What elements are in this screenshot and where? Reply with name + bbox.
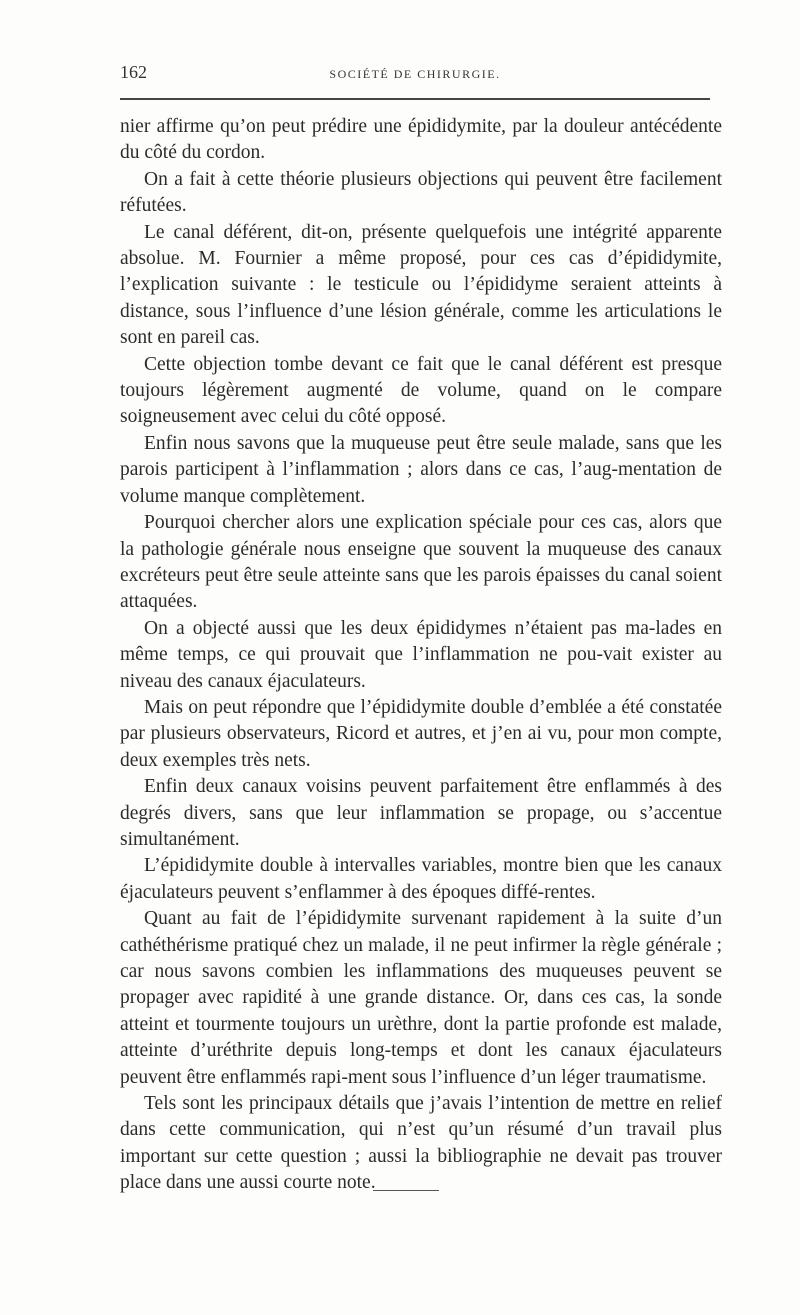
paragraph-11: Quant au fait de l’épididymite survenant rapidement à la suite d’un cathéthérisme pratiqué chez un malade, il ne peut infirmer la règle générale ; car nous savons combien les inflammations des muqueuses peuvent se propager avec rapidité à une grande distance. Or, dans ces cas, la sonde atteint et tourmente toujours un urèthre, dont la partie profonde est malade, atteinte d’uréthrite depuis long-temps et dont les canaux éjaculateurs peuvent être enflammés rapi-ment sous l’influence d’un léger traumatisme. bbox=[120, 908, 722, 1088]
paragraph-2: On a fait à cette théorie plusieurs objections qui peuvent être facilement réfutées. bbox=[120, 168, 722, 217]
paragraph-1: nier affirme qu’on peut prédire une épididymite, par la douleur antécédente du côté du cordon. bbox=[120, 116, 722, 164]
paragraph-10: L’épididymite double à intervalles variables, montre bien que les canaux éjaculateurs peuvent s’enflammer à des époques diffé-rentes. bbox=[120, 855, 722, 903]
body-text bbox=[120, 114, 722, 1197]
end-rule bbox=[373, 1190, 439, 1191]
paragraph-3: Le canal déférent, dit-on, présente quelquefois une intégrité apparente absolue. M. Fournier a même proposé, pour ces cas d’épididymite, l’explication suivante : le testicule ou l’épididyme seraient atteints à distance, sous l’influence d’une lésion générale, comme les articulations le sont en pareil cas. bbox=[120, 221, 722, 349]
header-rule bbox=[120, 98, 710, 100]
paragraph-4: Cette objection tombe devant ce fait que le canal déférent est presque toujours légèrement augmenté de volume, quand on le compare soigneusement avec celui du côté opposé. bbox=[120, 353, 722, 428]
running-head bbox=[120, 58, 710, 88]
journal-title: SOCIÉTÉ DE CHIRURGIE. bbox=[329, 67, 501, 81]
paragraph-9: Enfin deux canaux voisins peuvent parfaitement être enflammés à des degrés divers, sans que leur inflammation se propage, ou s’accentue simultanément. bbox=[120, 776, 722, 850]
page-number: 162 bbox=[120, 62, 147, 82]
paragraph-8: Mais on peut répondre que l’épididymite double d’emblée a été constatée par plusieurs observateurs, Ricord et autres, et j’en ai vu, pour mon compte, deux exemples très nets. bbox=[120, 696, 722, 771]
paragraph-7: On a objecté aussi que les deux épididymes n’étaient pas ma-lades en même temps, ce qui prouvait que l’inflammation ne pou-vait exister au niveau des canaux éjaculateurs. bbox=[120, 617, 722, 692]
paragraph-5: Enfin nous savons que la muqueuse peut être seule malade, sans que les parois participent à l’inflammation ; alors dans ce cas, l’aug-mentation de volume manque complètement. bbox=[120, 432, 722, 507]
paragraph-12: Tels sont les principaux détails que j’avais l’intention de mettre en relief dans cette communication, qui n’est qu’un résumé d’un travail plus important sur cette question ; aussi la bibliographie ne devait pas trouver place dans une aussi courte note. bbox=[120, 1093, 722, 1194]
paragraph-6: Pourquoi chercher alors une explication spéciale pour ces cas, alors que la pathologie générale nous enseigne que souvent la muqueuse des canaux excréteurs peut être seule atteinte sans que les parois épaisses du canal soient attaquées. bbox=[120, 512, 722, 613]
